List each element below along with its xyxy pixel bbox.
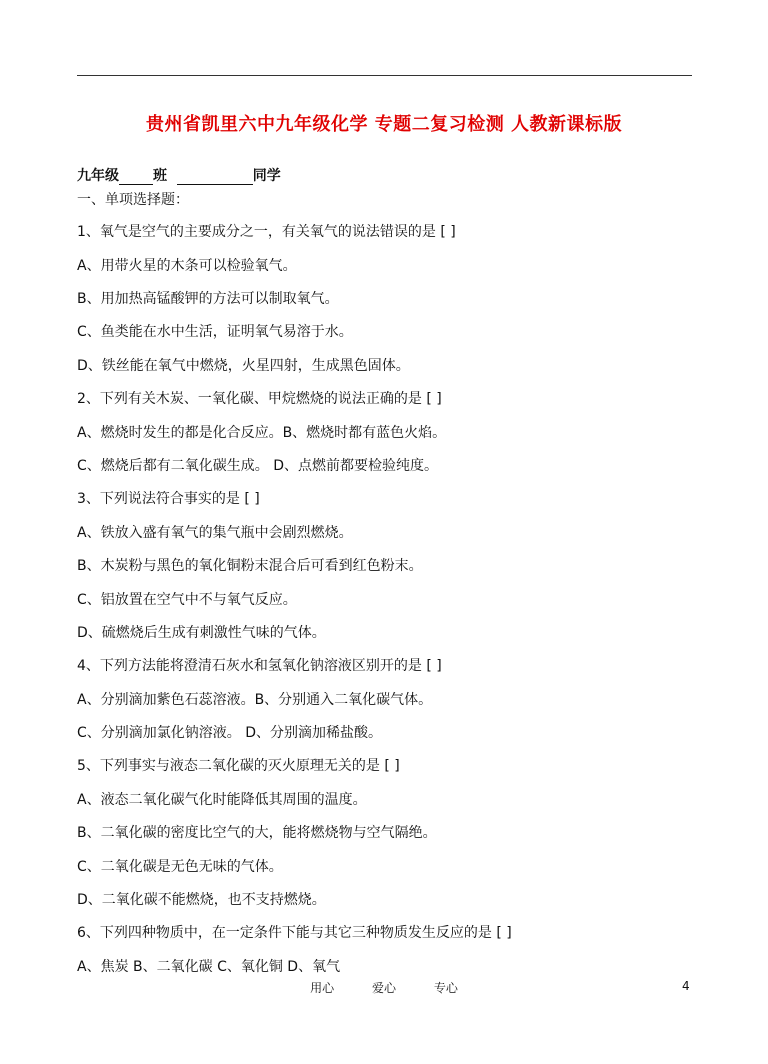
option-5c: C、二氧化碳是无色无味的气体。 bbox=[77, 859, 283, 875]
name-blank bbox=[177, 170, 253, 185]
options-2cd: C、燃烧后都有二氧化碳生成。 D、点燃前都要检验纯度。 bbox=[77, 458, 439, 474]
header-rule bbox=[77, 75, 692, 76]
option-3a: A、铁放入盛有氧气的集气瓶中会剧烈燃烧。 bbox=[77, 525, 353, 541]
question-6: 6、下列四种物质中，在一定条件下能与其它三种物质发生反应的是 [ ] bbox=[77, 925, 512, 941]
option-5b: B、二氧化碳的密度比空气的大，能将燃烧物与空气隔绝。 bbox=[77, 825, 437, 841]
options-6: A、焦炭 B、二氧化碳 C、氧化铜 D、氧气 bbox=[77, 959, 341, 975]
footer-item: 专心 bbox=[433, 981, 458, 995]
options-4ab: A、分别滴加紫色石蕊溶液。B、分别通入二氧化碳气体。 bbox=[77, 692, 433, 708]
question-4: 4、下列方法能将澄清石灰水和氢氧化钠溶液区别开的是 [ ] bbox=[77, 658, 442, 674]
footer-item: 用心 bbox=[310, 981, 335, 995]
page-footer bbox=[0, 979, 768, 996]
student-label: 同学 bbox=[252, 168, 281, 184]
document-title: 贵州省凯里六中九年级化学 专题二复习检测 人教新课标版 bbox=[145, 114, 623, 135]
option-3c: C、铝放置在空气中不与氧气反应。 bbox=[77, 592, 297, 608]
option-1b: B、用加热高锰酸钾的方法可以制取氧气。 bbox=[77, 291, 339, 307]
student-info-line bbox=[77, 165, 281, 185]
footer-item: 爱心 bbox=[371, 981, 396, 995]
page-number: 4 bbox=[682, 979, 690, 993]
option-3b: B、木炭粉与黑色的氧化铜粉末混合后可看到红色粉末。 bbox=[77, 558, 423, 574]
question-3: 3、下列说法符合事实的是 [ ] bbox=[77, 491, 260, 507]
class-blank bbox=[119, 170, 153, 185]
option-1a: A、用带火星的木条可以检验氧气。 bbox=[77, 258, 297, 274]
options-4cd: C、分别滴加氯化钠溶液。 D、分别滴加稀盐酸。 bbox=[77, 725, 383, 741]
class-label: 班 bbox=[153, 168, 167, 184]
question-1: 1、氧气是空气的主要成分之一，有关氧气的说法错误的是 [ ] bbox=[77, 224, 456, 240]
option-5d: D、二氧化碳不能燃烧，也不支持燃烧。 bbox=[77, 892, 326, 908]
option-5a: A、液态二氧化碳气化时能降低其周围的温度。 bbox=[77, 792, 367, 808]
grade-label: 九年级 bbox=[77, 168, 119, 184]
question-2: 2、下列有关木炭、一氧化碳、甲烷燃烧的说法正确的是 [ ] bbox=[77, 391, 442, 407]
section-heading: 一、单项选择题： bbox=[77, 192, 189, 208]
option-1d: D、铁丝能在氧气中燃烧，火星四射，生成黑色固体。 bbox=[77, 358, 410, 374]
options-2ab: A、燃烧时发生的都是化合反应。B、燃烧时都有蓝色火焰。 bbox=[77, 425, 447, 441]
option-3d: D、硫燃烧后生成有刺激性气味的气体。 bbox=[77, 625, 326, 641]
question-5: 5、下列事实与液态二氧化碳的灭火原理无关的是 [ ] bbox=[77, 758, 400, 774]
option-1c: C、鱼类能在水中生活，证明氧气易溶于水。 bbox=[77, 324, 353, 340]
